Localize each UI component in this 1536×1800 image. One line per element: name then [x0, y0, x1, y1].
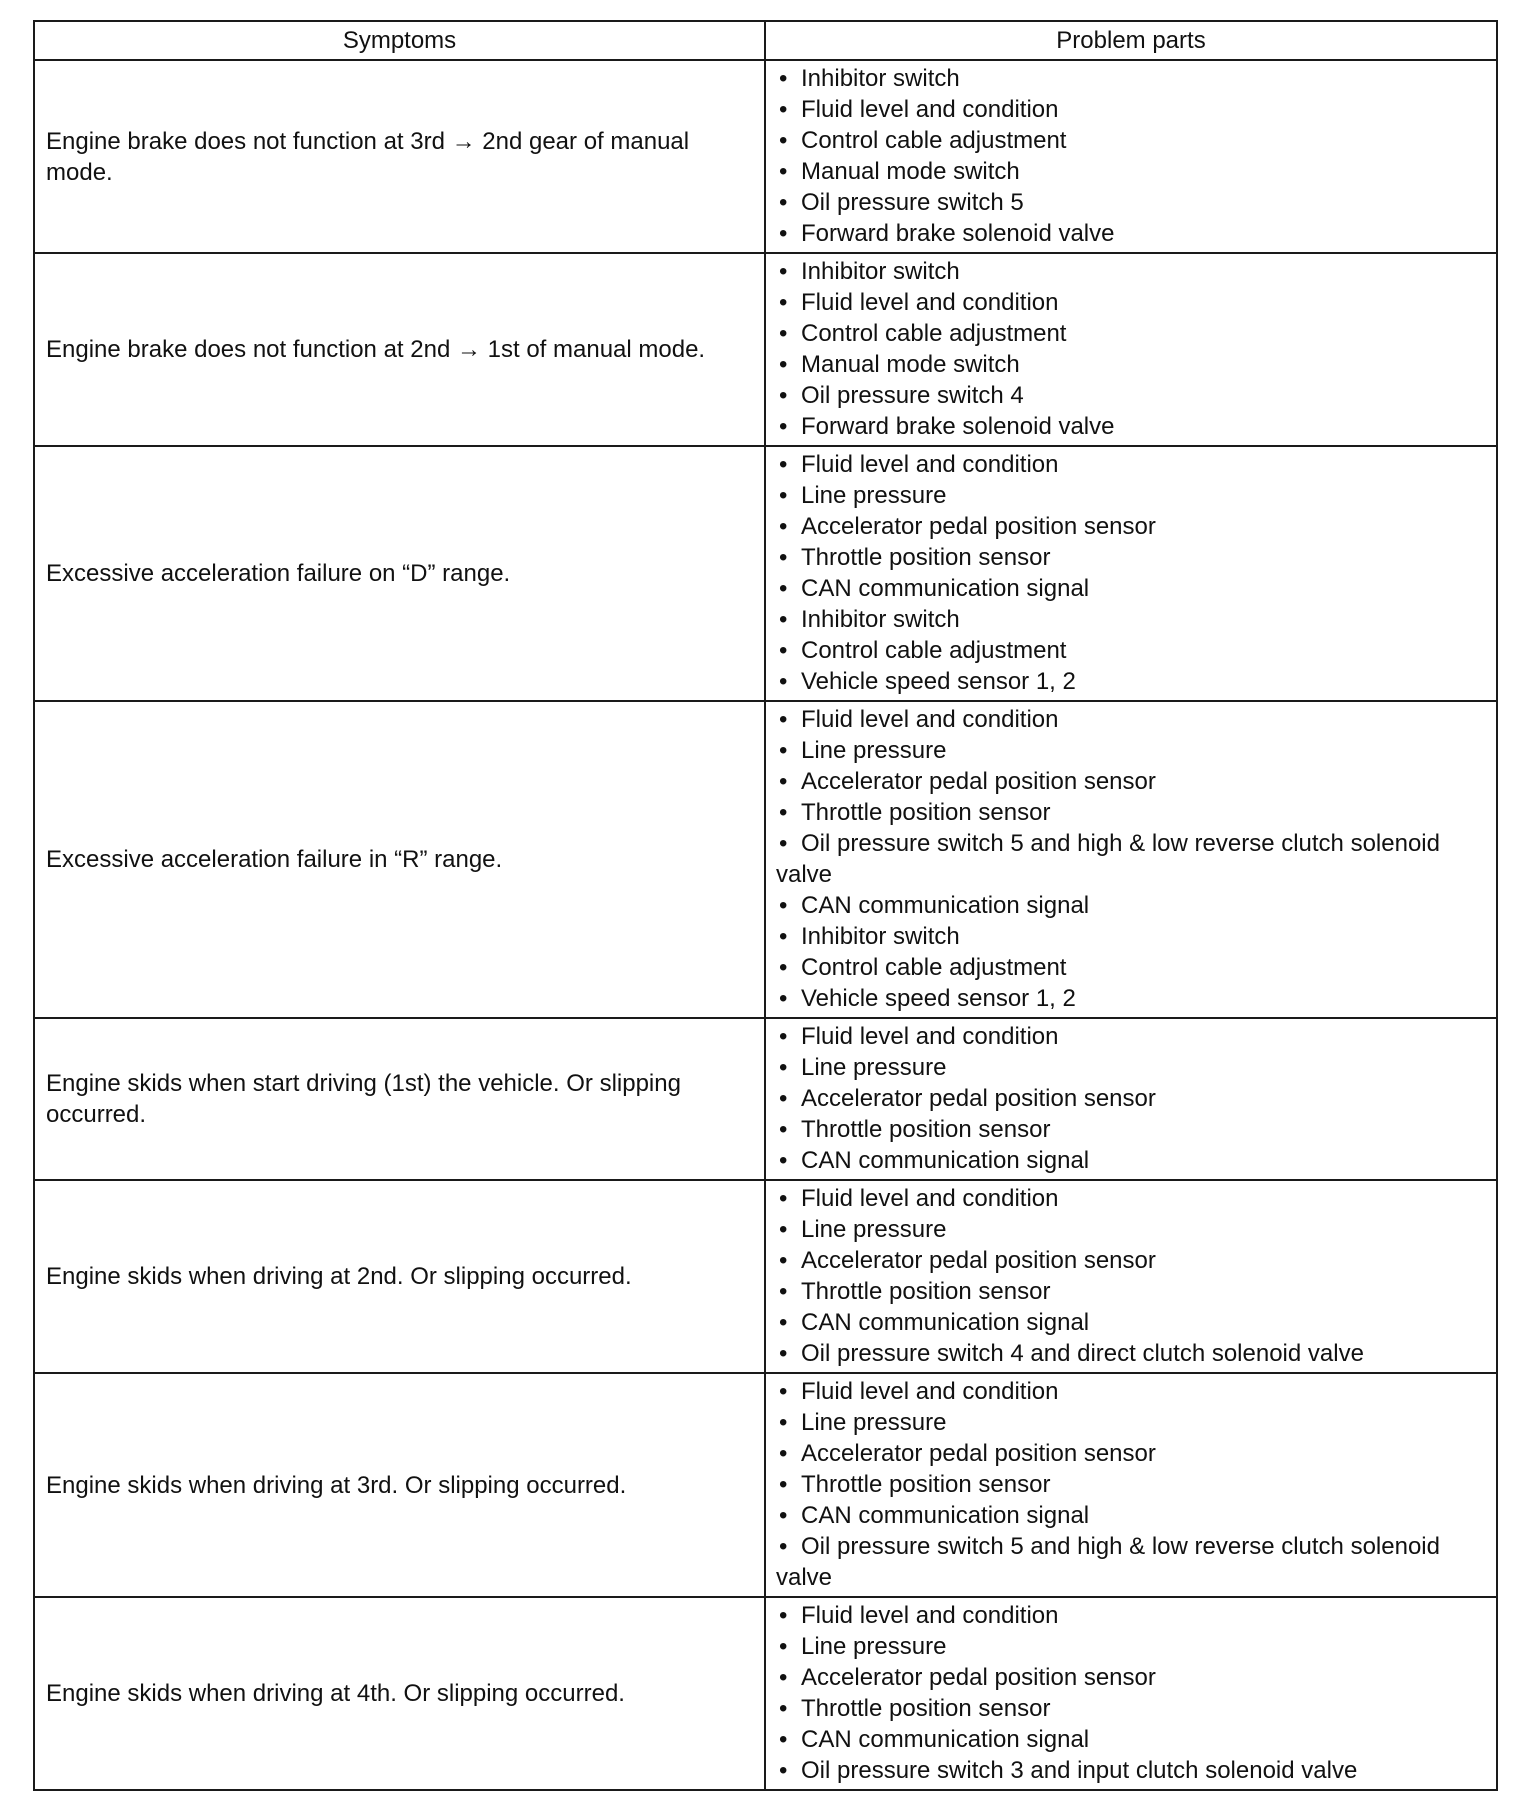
list-item [776, 1693, 1486, 1724]
list-item [776, 411, 1486, 442]
bullet-icon: • [779, 1278, 788, 1305]
bullet-icon: • [779, 1664, 788, 1691]
problem-part-text: Inhibitor switch [801, 606, 960, 633]
bullet-icon: • [779, 189, 788, 216]
list-item [776, 704, 1486, 735]
table-row [34, 1018, 1497, 1180]
problem-part-text: Forward brake solenoid valve [801, 413, 1115, 440]
list-item [776, 1631, 1486, 1662]
list-item [776, 256, 1486, 287]
bullet-icon: • [779, 1116, 788, 1143]
bullet-icon: • [779, 258, 788, 285]
problem-part-text: Fluid level and condition [801, 1185, 1059, 1212]
bullet-icon: • [779, 1533, 788, 1560]
bullet-icon: • [779, 768, 788, 795]
bullet-icon: • [779, 892, 788, 919]
list-item [776, 983, 1486, 1014]
problem-part-text: Oil pressure switch 4 [801, 382, 1024, 409]
bullet-icon: • [779, 668, 788, 695]
list-item [776, 766, 1486, 797]
bullet-icon: • [779, 954, 788, 981]
bullet-icon: • [779, 413, 788, 440]
table-row [34, 446, 1497, 701]
list-item [776, 952, 1486, 983]
bullet-icon: • [779, 1216, 788, 1243]
list-item [776, 1276, 1486, 1307]
bullet-icon: • [779, 1054, 788, 1081]
problem-parts-cell [765, 60, 1497, 253]
list-item [776, 666, 1486, 697]
list-item [776, 1531, 1486, 1593]
list-item [776, 480, 1486, 511]
bullet-icon: • [779, 923, 788, 950]
bullet-icon: • [779, 482, 788, 509]
problem-part-text: Accelerator pedal position sensor [801, 768, 1156, 795]
list-item [776, 156, 1486, 187]
bullet-icon: • [779, 513, 788, 540]
problem-parts-cell [765, 1373, 1497, 1597]
symptom-cell: Engine skids when driving at 3rd. Or slipping occurred. [34, 1373, 765, 1597]
problem-part-text: Fluid level and condition [801, 1378, 1059, 1405]
problem-part-text: Control cable adjustment [801, 127, 1067, 154]
problem-part-text: Accelerator pedal position sensor [801, 1085, 1156, 1112]
problem-part-text: Manual mode switch [801, 351, 1020, 378]
symptom-cell: Excessive acceleration failure in “R” range. [34, 701, 765, 1018]
table-body [34, 60, 1497, 1790]
problem-part-text: Oil pressure switch 5 and high & low reverse clutch solenoid valve [776, 830, 1440, 888]
problem-part-text: Throttle position sensor [801, 1695, 1051, 1722]
list-item [776, 63, 1486, 94]
list-item [776, 125, 1486, 156]
bullet-icon: • [779, 220, 788, 247]
list-item [776, 187, 1486, 218]
list-item [776, 1052, 1486, 1083]
bullet-icon: • [779, 127, 788, 154]
problem-parts-list [776, 704, 1486, 1014]
symptom-cell: Engine brake does not function at 2nd → 1st of manual mode. [34, 253, 765, 446]
problem-parts-list [776, 1183, 1486, 1369]
list-item [776, 1469, 1486, 1500]
list-item [776, 1600, 1486, 1631]
symptom-cell: Engine skids when start driving (1st) the vehicle. Or slipping occurred. [34, 1018, 765, 1180]
list-item [776, 604, 1486, 635]
problem-part-text: Line pressure [801, 1633, 947, 1660]
list-item [776, 1307, 1486, 1338]
problem-part-text: Fluid level and condition [801, 289, 1059, 316]
problem-part-text: Throttle position sensor [801, 1116, 1051, 1143]
bullet-icon: • [779, 1757, 788, 1784]
bullet-icon: • [779, 1695, 788, 1722]
list-item [776, 1438, 1486, 1469]
bullet-icon: • [779, 1085, 788, 1112]
list-item [776, 1145, 1486, 1176]
bullet-icon: • [779, 1378, 788, 1405]
problem-parts-list [776, 256, 1486, 442]
header-symptoms: Symptoms [34, 21, 765, 60]
problem-part-text: Line pressure [801, 1054, 947, 1081]
problem-parts-cell [765, 1018, 1497, 1180]
list-item [776, 1724, 1486, 1755]
problem-parts-cell [765, 1597, 1497, 1790]
table-row [34, 253, 1497, 446]
bullet-icon: • [779, 830, 788, 857]
problem-part-text: CAN communication signal [801, 1726, 1090, 1753]
symptom-cell: Excessive acceleration failure on “D” range. [34, 446, 765, 701]
bullet-icon: • [779, 1309, 788, 1336]
list-item [776, 1083, 1486, 1114]
bullet-icon: • [779, 382, 788, 409]
table-row [34, 60, 1497, 253]
problem-part-text: Control cable adjustment [801, 637, 1067, 664]
symptom-table [33, 20, 1498, 1791]
bullet-icon: • [779, 451, 788, 478]
problem-part-text: Vehicle speed sensor 1, 2 [801, 985, 1076, 1012]
bullet-icon: • [779, 985, 788, 1012]
problem-part-text: CAN communication signal [801, 1309, 1090, 1336]
bullet-icon: • [779, 606, 788, 633]
bullet-icon: • [779, 1602, 788, 1629]
bullet-icon: • [779, 544, 788, 571]
problem-part-text: Fluid level and condition [801, 1023, 1059, 1050]
list-item [776, 1021, 1486, 1052]
problem-part-text: Control cable adjustment [801, 320, 1067, 347]
list-item [776, 94, 1486, 125]
problem-parts-list [776, 63, 1486, 249]
list-item [776, 635, 1486, 666]
problem-parts-cell [765, 1180, 1497, 1373]
list-item [776, 1245, 1486, 1276]
problem-parts-list [776, 1600, 1486, 1786]
list-item [776, 890, 1486, 921]
list-item [776, 1114, 1486, 1145]
list-item [776, 921, 1486, 952]
list-item [776, 318, 1486, 349]
problem-part-text: Accelerator pedal position sensor [801, 1440, 1156, 1467]
problem-part-text: Accelerator pedal position sensor [801, 1247, 1156, 1274]
bullet-icon: • [779, 799, 788, 826]
problem-part-text: Throttle position sensor [801, 799, 1051, 826]
list-item [776, 449, 1486, 480]
bullet-icon: • [779, 737, 788, 764]
bullet-icon: • [779, 1023, 788, 1050]
problem-part-text: Fluid level and condition [801, 1602, 1059, 1629]
problem-part-text: Inhibitor switch [801, 65, 960, 92]
problem-part-text: Vehicle speed sensor 1, 2 [801, 668, 1076, 695]
bullet-icon: • [779, 65, 788, 92]
bullet-icon: • [779, 1502, 788, 1529]
table-row [34, 1180, 1497, 1373]
list-item [776, 828, 1486, 890]
problem-part-text: Oil pressure switch 5 [801, 189, 1024, 216]
problem-part-text: CAN communication signal [801, 1502, 1090, 1529]
problem-part-text: Line pressure [801, 1216, 947, 1243]
problem-part-text: Control cable adjustment [801, 954, 1067, 981]
list-item [776, 1755, 1486, 1786]
problem-parts-cell [765, 253, 1497, 446]
problem-part-text: Oil pressure switch 4 and direct clutch solenoid valve [801, 1340, 1364, 1367]
problem-part-text: Fluid level and condition [801, 96, 1059, 123]
problem-part-text: CAN communication signal [801, 1147, 1090, 1174]
problem-part-text: Throttle position sensor [801, 1278, 1051, 1305]
problem-parts-list [776, 449, 1486, 697]
problem-part-text: CAN communication signal [801, 575, 1090, 602]
bullet-icon: • [779, 1471, 788, 1498]
header-problem-parts: Problem parts [765, 21, 1497, 60]
table-row [34, 1597, 1497, 1790]
symptom-cell: Engine skids when driving at 4th. Or slipping occurred. [34, 1597, 765, 1790]
list-item [776, 1500, 1486, 1531]
problem-part-text: Oil pressure switch 3 and input clutch solenoid valve [801, 1757, 1358, 1784]
document-page [33, 20, 1496, 1791]
bullet-icon: • [779, 1247, 788, 1274]
problem-part-text: Line pressure [801, 482, 947, 509]
problem-part-text: Forward brake solenoid valve [801, 220, 1115, 247]
list-item [776, 349, 1486, 380]
bullet-icon: • [779, 351, 788, 378]
bullet-icon: • [779, 1409, 788, 1436]
bullet-icon: • [779, 320, 788, 347]
list-item [776, 1662, 1486, 1693]
problem-part-text: Throttle position sensor [801, 544, 1051, 571]
table-row [34, 1373, 1497, 1597]
list-item [776, 1338, 1486, 1369]
problem-parts-list [776, 1376, 1486, 1593]
bullet-icon: • [779, 1633, 788, 1660]
list-item [776, 542, 1486, 573]
list-item [776, 287, 1486, 318]
list-item [776, 218, 1486, 249]
problem-part-text: Inhibitor switch [801, 258, 960, 285]
list-item [776, 573, 1486, 604]
problem-part-text: Throttle position sensor [801, 1471, 1051, 1498]
bullet-icon: • [779, 1185, 788, 1212]
list-item [776, 1376, 1486, 1407]
symptom-cell: Engine brake does not function at 3rd → 2nd gear of manual mode. [34, 60, 765, 253]
list-item [776, 735, 1486, 766]
bullet-icon: • [779, 96, 788, 123]
list-item [776, 1214, 1486, 1245]
bullet-icon: • [779, 289, 788, 316]
problem-part-text: Line pressure [801, 1409, 947, 1436]
problem-part-text: Inhibitor switch [801, 923, 960, 950]
problem-part-text: Manual mode switch [801, 158, 1020, 185]
problem-part-text: Line pressure [801, 737, 947, 764]
problem-part-text: Oil pressure switch 5 and high & low reverse clutch solenoid valve [776, 1533, 1440, 1591]
problem-part-text: CAN communication signal [801, 892, 1090, 919]
bullet-icon: • [779, 575, 788, 602]
problem-parts-list [776, 1021, 1486, 1176]
symptom-cell: Engine skids when driving at 2nd. Or slipping occurred. [34, 1180, 765, 1373]
bullet-icon: • [779, 1147, 788, 1174]
table-row [34, 701, 1497, 1018]
bullet-icon: • [779, 158, 788, 185]
bullet-icon: • [779, 1726, 788, 1753]
problem-part-text: Accelerator pedal position sensor [801, 1664, 1156, 1691]
problem-parts-cell [765, 701, 1497, 1018]
bullet-icon: • [779, 706, 788, 733]
list-item [776, 797, 1486, 828]
bullet-icon: • [779, 1440, 788, 1467]
problem-part-text: Accelerator pedal position sensor [801, 513, 1156, 540]
table-header-row [34, 21, 1497, 60]
problem-part-text: Fluid level and condition [801, 706, 1059, 733]
problem-parts-cell [765, 446, 1497, 701]
list-item [776, 1407, 1486, 1438]
problem-part-text: Fluid level and condition [801, 451, 1059, 478]
list-item [776, 380, 1486, 411]
bullet-icon: • [779, 637, 788, 664]
list-item [776, 511, 1486, 542]
list-item [776, 1183, 1486, 1214]
bullet-icon: • [779, 1340, 788, 1367]
